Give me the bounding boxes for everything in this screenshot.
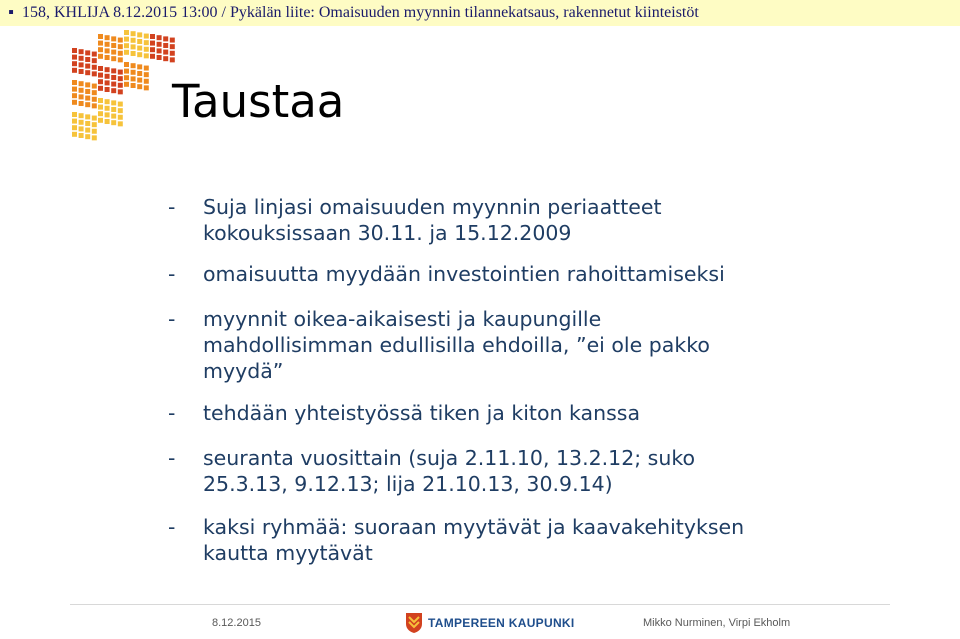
footer-divider (70, 604, 890, 605)
logo-tile (79, 133, 84, 138)
logo-tile (79, 56, 84, 61)
logo-tile (105, 87, 110, 92)
logo-tile (72, 61, 77, 66)
logo-tile (118, 115, 123, 120)
logo-tile (170, 38, 175, 43)
logo-tile (163, 43, 168, 48)
logo-tile (131, 70, 136, 75)
tampere-crest-icon (405, 612, 423, 634)
banner-text: 158, KHLIJA 8.12.2015 13:00 / Pykälän liite: Omaisuuden myynnin tilannekatsaus, rakennetut kiinteistöt (22, 4, 699, 21)
logo-tile (118, 76, 123, 81)
logo-tile (124, 43, 129, 48)
logo-tile (72, 48, 77, 53)
bullet-text: Suja linjasi omaisuuden myynnin periaatteet kokouksissaan 30.11. ja 15.12.2009 (203, 195, 662, 245)
logo-tile (137, 39, 142, 44)
logo-tile (118, 83, 123, 88)
logo-tile (85, 96, 90, 101)
logo-tile (118, 51, 123, 56)
footer-organization: TAMPEREEN KAUPUNKI (428, 616, 575, 630)
logo-tile (111, 36, 116, 41)
logo-tile (92, 52, 97, 57)
logo-tile (111, 120, 116, 125)
logo-tile (118, 89, 123, 94)
logo-tile (72, 55, 77, 60)
logo-tile (111, 107, 116, 112)
logo-tile (111, 88, 116, 93)
logo-tile (144, 85, 149, 90)
logo-tile (124, 69, 129, 74)
logo-tile (98, 54, 103, 59)
logo-tile (79, 49, 84, 54)
logo-tile (124, 37, 129, 42)
slide-title: Taustaa (172, 75, 345, 128)
logo-tile (163, 36, 168, 41)
logo-tile (98, 118, 103, 123)
logo-tile (105, 80, 110, 85)
bullet-dash: - (168, 307, 176, 331)
logo-tile (105, 48, 110, 53)
logo-tile (98, 47, 103, 52)
bullet-text: kaksi ryhmää: suoraan myytävät ja kaavakehityksen kautta myytävät (203, 515, 745, 565)
logo-tile (131, 63, 136, 68)
logo-tile (111, 82, 116, 87)
bullet-text: tehdään yhteistyössä tiken ja kiton kanssa (203, 401, 641, 425)
logo-tile (98, 86, 103, 91)
logo-tile (131, 83, 136, 88)
logo-tile (105, 35, 110, 40)
logo-tile (105, 42, 110, 47)
logo-tile (137, 32, 142, 37)
logo-tile (170, 44, 175, 49)
logo-tile (85, 64, 90, 69)
logo-tile (144, 79, 149, 84)
logo-tile (111, 50, 116, 55)
bullet-item (168, 261, 868, 287)
logo-tile (105, 74, 110, 79)
footer-date: 8.12.2015 (212, 617, 261, 629)
logo-tile (85, 114, 90, 119)
logo-tile (72, 112, 77, 117)
logo-tile (144, 40, 149, 45)
logo-tile (72, 125, 77, 130)
bullet-item (168, 514, 868, 566)
logo-tile (85, 50, 90, 55)
logo-tile (85, 128, 90, 133)
bullet-dash: - (168, 262, 176, 286)
logo-tile (72, 100, 77, 105)
footer-authors: Mikko Nurminen, Virpi Ekholm (643, 617, 791, 629)
logo-tile (92, 71, 97, 76)
logo-tile (85, 70, 90, 75)
agenda-banner (0, 0, 960, 26)
logo-tile (98, 105, 103, 110)
logo-tile (72, 68, 77, 73)
logo-tile (111, 56, 116, 61)
logo-tile (98, 73, 103, 78)
logo-tile (118, 102, 123, 107)
logo-tile (105, 106, 110, 111)
bullet-dash: - (168, 515, 176, 539)
logo-tile (118, 70, 123, 75)
logo-tile (79, 94, 84, 99)
logo-tile (72, 80, 77, 85)
footer-logo (405, 612, 575, 634)
logo-tile (92, 84, 97, 89)
logo-tile (111, 100, 116, 105)
logo-tile (72, 119, 77, 124)
logo-tile (111, 114, 116, 119)
logo-tile (79, 120, 84, 125)
logo-tile (144, 66, 149, 71)
bullet-item (168, 445, 868, 497)
logo-tile (131, 31, 136, 36)
logo-tile (118, 44, 123, 49)
banner-bullet-icon: ▪ (8, 4, 14, 21)
logo-tile (157, 48, 162, 53)
logo-tile (137, 64, 142, 69)
logo-tile (98, 41, 103, 46)
logo-tile (131, 38, 136, 43)
logo-tile (92, 129, 97, 134)
logo-tile (85, 121, 90, 126)
logo-tile (85, 89, 90, 94)
logo-tile (79, 69, 84, 74)
logo-tile (163, 50, 168, 55)
logo-tile (79, 88, 84, 93)
city-grid-logo-icon (68, 30, 180, 146)
logo-tile (85, 82, 90, 87)
logo-tile (124, 75, 129, 80)
logo-tile (92, 135, 97, 140)
logo-tile (98, 111, 103, 116)
logo-tile (144, 47, 149, 52)
logo-tile (118, 108, 123, 113)
logo-tile (124, 30, 129, 35)
logo-tile (150, 34, 155, 39)
logo-tile (105, 112, 110, 117)
logo-tile (79, 81, 84, 86)
logo-tile (150, 47, 155, 52)
logo-tile (98, 34, 103, 39)
logo-tile (118, 57, 123, 62)
logo-tile (79, 126, 84, 131)
logo-tile (170, 51, 175, 56)
logo-tile (105, 55, 110, 60)
bullet-dash: - (168, 401, 176, 425)
logo-tile (118, 38, 123, 43)
logo-tile (92, 90, 97, 95)
logo-tile (105, 67, 110, 72)
logo-tile (157, 35, 162, 40)
logo-tile (118, 121, 123, 126)
logo-tile (72, 87, 77, 92)
logo-tile (72, 93, 77, 98)
logo-tile (79, 113, 84, 118)
bullet-dash: - (168, 446, 176, 470)
logo-tile (85, 134, 90, 139)
bullet-item (168, 306, 868, 384)
logo-tile (111, 43, 116, 48)
logo-tile (124, 50, 129, 55)
logo-tile (137, 52, 142, 57)
logo-tile (79, 101, 84, 106)
logo-tile (144, 34, 149, 39)
logo-tile (92, 116, 97, 121)
logo-tile (157, 42, 162, 47)
bullet-text: omaisuutta myydään investointien rahoittamiseksi (203, 262, 725, 286)
bullet-text: myynnit oikea-aikaisesti ja kaupungille mahdollisimman edullisilla ehdoilla, ”ei ole pakko myydä” (203, 307, 710, 383)
logo-tile (137, 78, 142, 83)
logo-tile (111, 68, 116, 73)
logo-tile (163, 56, 168, 61)
logo-tile (137, 84, 142, 89)
logo-tile (105, 99, 110, 104)
logo-tile (170, 57, 175, 62)
logo-tile (137, 46, 142, 51)
logo-tile (85, 102, 90, 107)
bullet-item (168, 194, 868, 246)
logo-tile (79, 62, 84, 67)
logo-tile (150, 54, 155, 59)
logo-tile (98, 79, 103, 84)
logo-tile (124, 82, 129, 87)
logo-tile (72, 132, 77, 137)
logo-tile (92, 97, 97, 102)
logo-tile (157, 55, 162, 60)
logo-tile (150, 41, 155, 46)
logo-tile (137, 71, 142, 76)
logo-tile (144, 53, 149, 58)
bullet-dash: - (168, 195, 176, 219)
logo-tile (111, 75, 116, 80)
logo-tile (124, 62, 129, 67)
bullet-item (168, 400, 868, 426)
logo-tile (92, 65, 97, 70)
logo-tile (98, 66, 103, 71)
bullet-text: seuranta vuosittain (suja 2.11.10, 13.2.12; suko 25.3.13, 9.12.13; lija 21.10.13, 30.9.14) (203, 446, 696, 496)
logo-tile (131, 51, 136, 56)
logo-tile (131, 44, 136, 49)
logo-tile (131, 76, 136, 81)
logo-tile (98, 98, 103, 103)
logo-tile (105, 119, 110, 124)
logo-tile (92, 58, 97, 63)
logo-tile (92, 103, 97, 108)
logo-tile (92, 122, 97, 127)
logo-tile (85, 57, 90, 62)
logo-tile (144, 72, 149, 77)
